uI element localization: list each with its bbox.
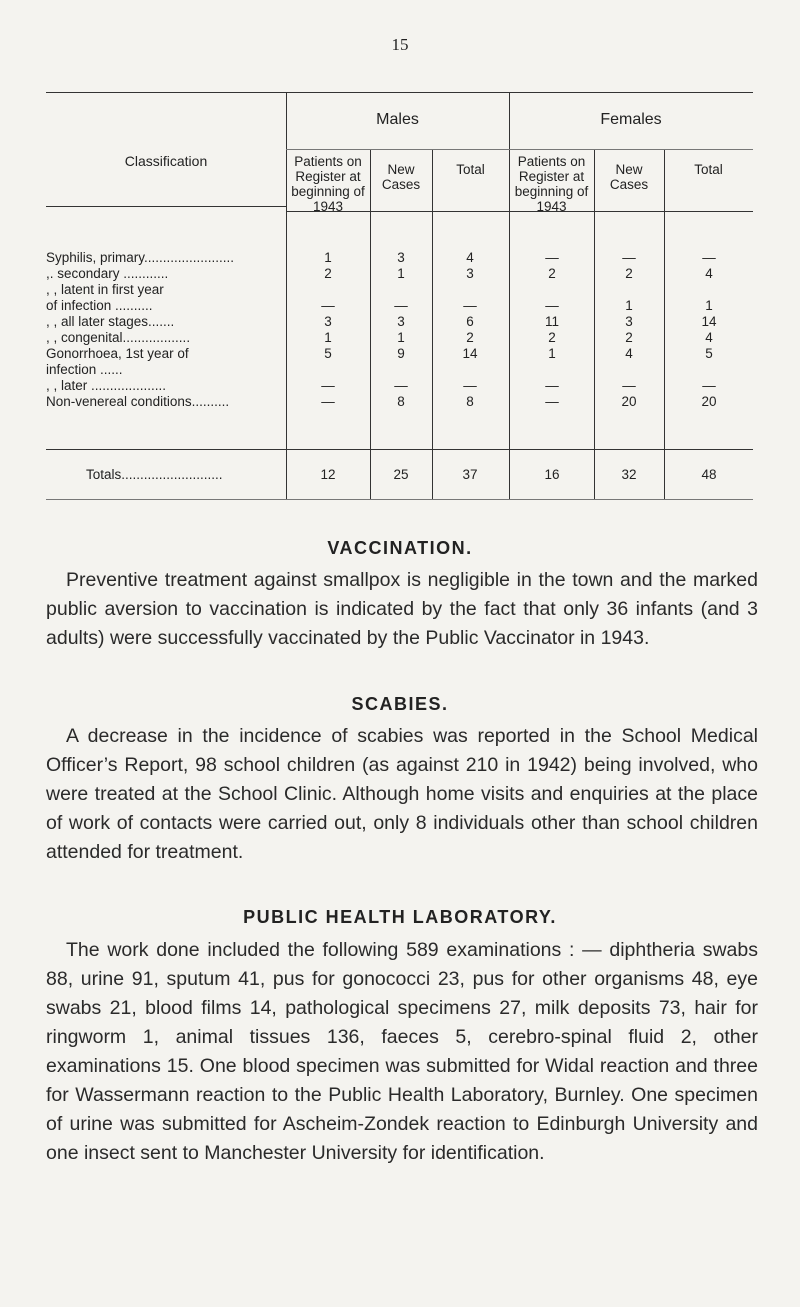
table-cell: 2 [324,266,332,281]
table-cell: — [394,378,408,393]
table-cell: — [321,394,335,409]
table-cell: 2 [466,330,474,345]
table-cell: 20 [621,394,637,409]
table-cell: 1 [397,330,405,345]
table-cell: — [545,394,559,409]
scabies-paragraph [46,722,758,867]
males-new-cases-header: New Cases [381,162,421,192]
table-col-divider [432,149,433,499]
table-cell: 9 [397,346,405,361]
table-cell: 2 [548,266,556,281]
table-cell: — [463,298,477,313]
row-label-continued: of infection .......... [46,298,153,313]
vaccination-heading: VACCINATION. [327,538,473,558]
laboratory-text: The work done included the following 589 examinations : — diphtheria swabs 88, urine 91, sputum 41, pus for gonococci 23, pus for other organisms 48, eye swabs 21, blood films 14, pathological specimens 27, milk deposits 73, hair for ringworm 1, animal tissues 136, faeces 5, cerebro-spinal fluid 2, other examinations 15. One blood specimen was submitted for Widal reaction and three for Wassermann reaction to the Public Health Laboratory, Burnley. One specimen of urine was submitted for Ascheim-Zondek reaction to Edinburgh University and one insect sent to Manchester University for identification. [46,939,758,1164]
row-label-continued: infection ...... [46,362,123,377]
table-cell: 8 [397,394,405,409]
table-cell: — [622,378,636,393]
table-cell: 2 [625,266,633,281]
classification-header: Classification [124,153,208,169]
table-cell: 3 [625,314,633,329]
table-cell: — [463,378,477,393]
females-patients-header: Patients on Register at beginning of 1943 [514,154,589,214]
table-cell: — [394,298,408,313]
table-cell: 2 [625,330,633,345]
females-new-cases-header: New Cases [609,162,649,192]
total-cell: 12 [320,467,336,482]
table-cell: 3 [324,314,332,329]
table-cell: 4 [705,266,713,281]
table-cell: 5 [705,346,713,361]
table-cell: 1 [625,298,633,313]
scabies-text: A decrease in the incidence of scabies was reported in the School Medical Officer’s Report, 98 school children (as against 210 in 1942) being involved, who were treated at the School Clinic. Although home visits and enquiries at the place of work of contacts were carried out, only 8 individuals other than school children attended for treatment. [46,725,758,863]
table-cell: 2 [548,330,556,345]
table-col-divider [370,149,371,499]
table-cell: 4 [705,330,713,345]
vaccination-paragraph [46,566,758,653]
table-cell: — [545,298,559,313]
total-cell: 16 [544,467,560,482]
totals-label: Totals........................... [86,467,223,482]
row-label: , , latent in first year [46,282,164,297]
row-label: , , later .................... [46,378,167,393]
table-cell: 1 [324,330,332,345]
vaccination-text: Preventive treatment against smallpox is negligible in the town and the marked public aversion to vaccination is indicated by the fact that only 36 infants (and 3 adults) were successfully vaccinated by the Public Vaccinator in 1943. [46,569,758,649]
table-col-divider [594,149,595,499]
table-cell: 20 [701,394,717,409]
header-bottom-rule [46,206,286,207]
table-cell: — [702,250,716,265]
table-cell: 5 [324,346,332,361]
table-cell: — [545,250,559,265]
table-col-divider [664,149,665,499]
totals-top-rule [46,449,753,450]
table-cell: — [702,378,716,393]
table-cell: 4 [625,346,633,361]
table-cell: — [545,378,559,393]
males-total-header: Total [456,162,485,177]
page-number: 15 [391,35,409,54]
table-bottom-rule [46,499,753,500]
table-cell: 1 [548,346,556,361]
total-cell: 37 [462,467,478,482]
table-cell: 14 [462,346,478,361]
table-top-rule [46,92,753,93]
females-total-header: Total [694,162,723,177]
row-label: , , all later stages....... [46,314,175,329]
laboratory-heading: PUBLIC HEALTH LABORATORY. [243,907,557,927]
group-header-rule [286,149,753,150]
row-label: Gonorrhoea, 1st year of [46,346,189,361]
total-cell: 48 [701,467,717,482]
females-header: Females [600,111,662,128]
table-cell: 1 [397,266,405,281]
scabies-heading: SCABIES. [351,694,449,714]
table-cell: 11 [544,314,559,329]
table-cell: 1 [324,250,332,265]
table-cell: 3 [397,250,405,265]
row-label: Syphilis, primary........................ [46,250,235,265]
laboratory-paragraph [46,936,758,1168]
row-label: ,. secondary ............ [46,266,169,281]
males-patients-header: Patients on Register at beginning of 1943 [291,154,365,214]
table-cell: 3 [397,314,405,329]
table-cell: 4 [466,250,474,265]
table-cell: 1 [705,298,713,313]
table-cell: 3 [466,266,474,281]
table-cell: 8 [466,394,474,409]
table-cell: — [321,378,335,393]
males-header: Males [376,111,419,128]
total-cell: 32 [621,467,637,482]
table-cell: — [321,298,335,313]
row-label: Non-venereal conditions.......... [46,394,230,409]
table-cell: 14 [701,314,717,329]
total-cell: 25 [393,467,409,482]
row-label: , , congenital.................. [46,330,191,345]
table-cell: — [622,250,636,265]
venereal-disease-table [46,92,753,501]
table-cell: 6 [466,314,474,329]
